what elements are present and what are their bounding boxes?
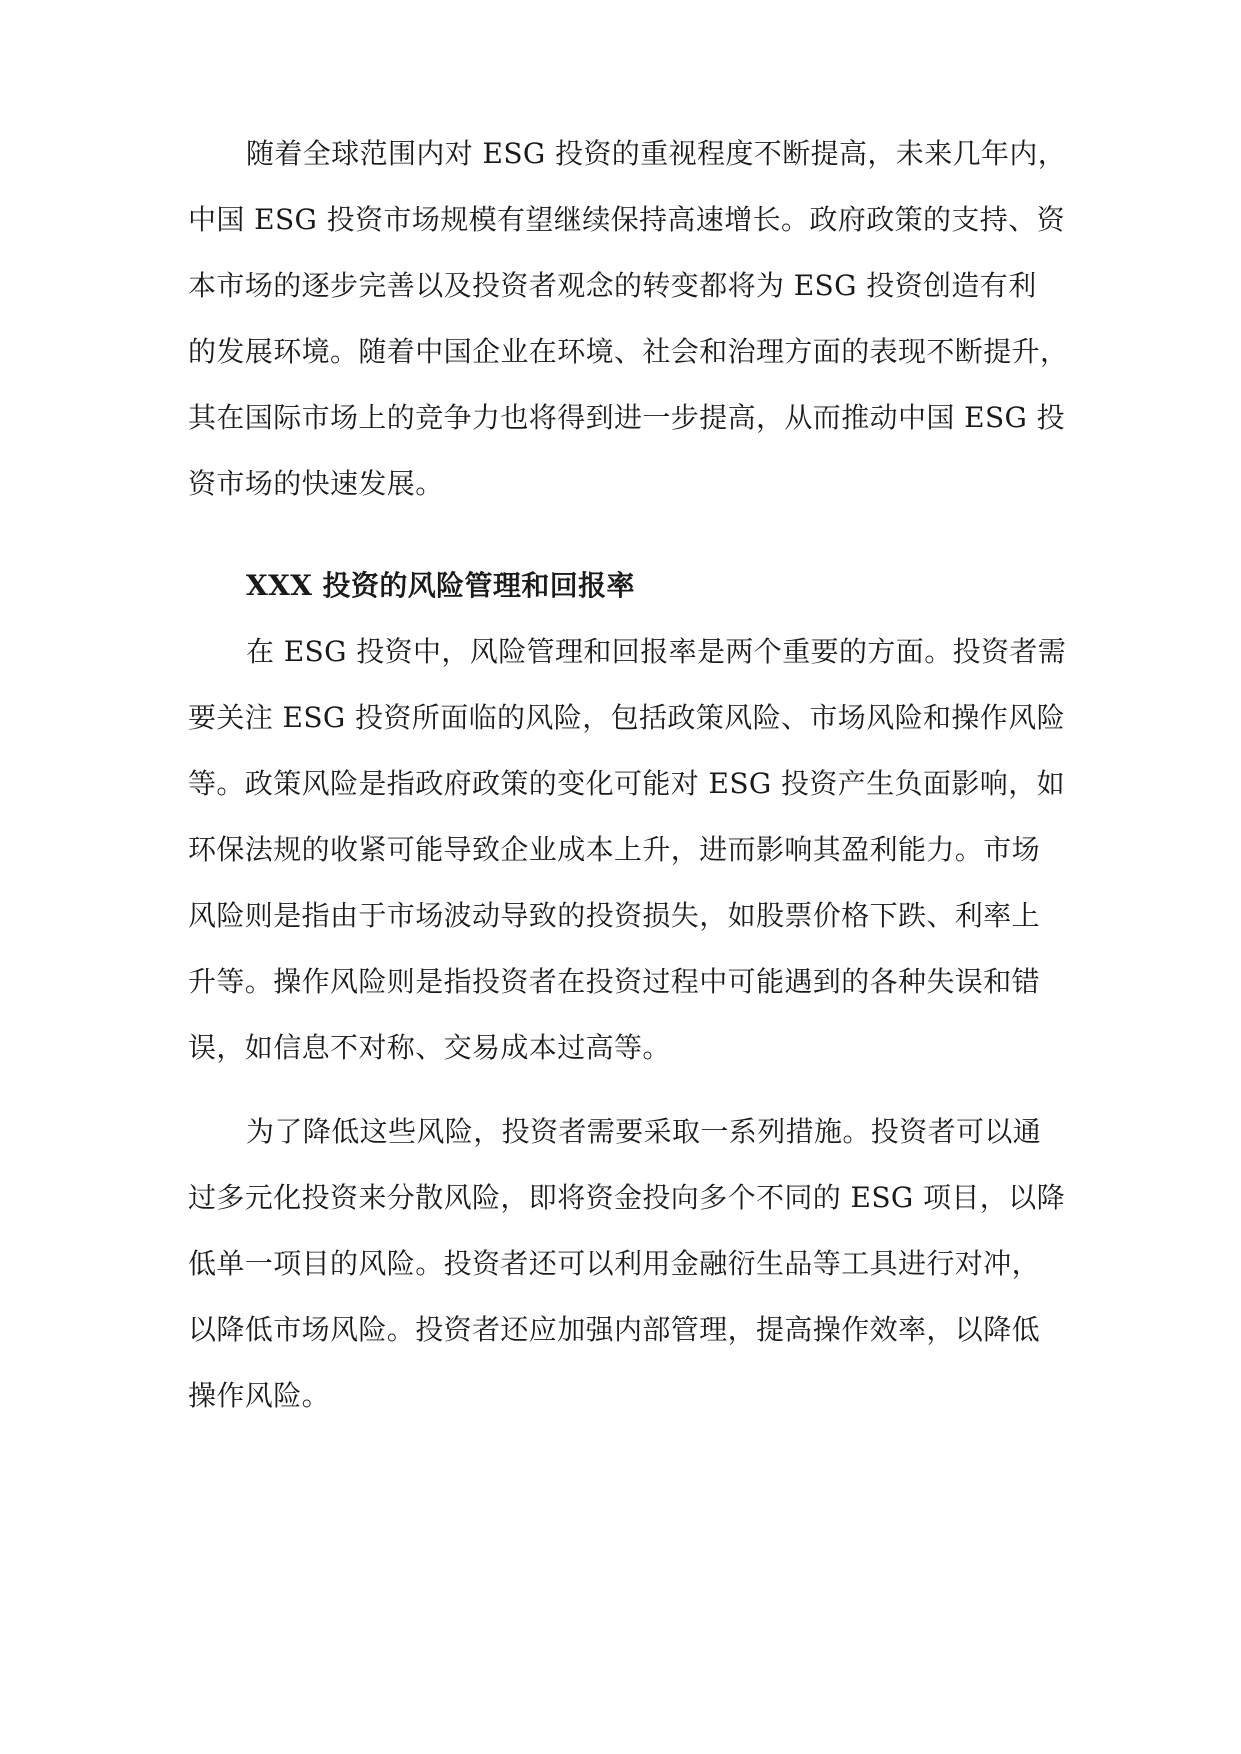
paragraph-3-line-1: 为了降低这些风险，投资者需要采取一系列措施。投资者可以通 [246, 1115, 1042, 1148]
paragraph-1-line-6: 资市场的快速发展。 [188, 467, 444, 500]
paragraph-2-line-3: 等。政策风险是指政府政策的变化可能对 ESG 投资产生负面影响，如 [188, 767, 1065, 800]
paragraph-1-line-1: 随着全球范围内对 ESG 投资的重视程度不断提高，未来几年内， [246, 137, 1067, 170]
section-heading: XXX 投资的风险管理和回报率 [246, 569, 635, 602]
paragraph-2-line-1: 在 ESG 投资中，风险管理和回报率是两个重要的方面。投资者需 [246, 635, 1067, 668]
paragraph-2-line-5: 风险则是指由于市场波动导致的投资损失，如股票价格下跌、利率上 [188, 899, 1041, 932]
paragraph-3-line-4: 以降低市场风险。投资者还应加强内部管理，提高操作效率，以降低 [188, 1313, 1041, 1346]
paragraph-1-line-4: 的发展环境。随着中国企业在环境、社会和治理方面的表现不断提升， [188, 335, 1069, 368]
paragraph-2-line-6: 升等。操作风险则是指投资者在投资过程中可能遇到的各种失误和错 [188, 965, 1041, 998]
paragraph-3-line-3: 低单一项目的风险。投资者还可以利用金融衍生品等工具进行对冲， [188, 1247, 1041, 1280]
paragraph-1-line-5: 其在国际市场上的竞争力也将得到进一步提高，从而推动中国 ESG 投 [188, 401, 1065, 434]
paragraph-1-line-3: 本市场的逐步完善以及投资者观念的转变都将为 ESG 投资创造有利 [188, 269, 1037, 302]
paragraph-3-line-2: 过多元化投资来分散风险，即将资金投向多个不同的 ESG 项目，以降 [188, 1181, 1065, 1214]
paragraph-3-line-5: 操作风险。 [188, 1379, 331, 1412]
paragraph-2-line-7: 误，如信息不对称、交易成本过高等。 [188, 1031, 671, 1064]
paragraph-2-line-4: 环保法规的收紧可能导致企业成本上升，进而影响其盈利能力。市场 [188, 833, 1041, 866]
paragraph-1-line-2: 中国 ESG 投资市场规模有望继续保持高速增长。政府政策的支持、资 [188, 203, 1065, 236]
paragraph-2-line-2: 要关注 ESG 投资所面临的风险，包括政策风险、市场风险和操作风险 [188, 701, 1065, 734]
